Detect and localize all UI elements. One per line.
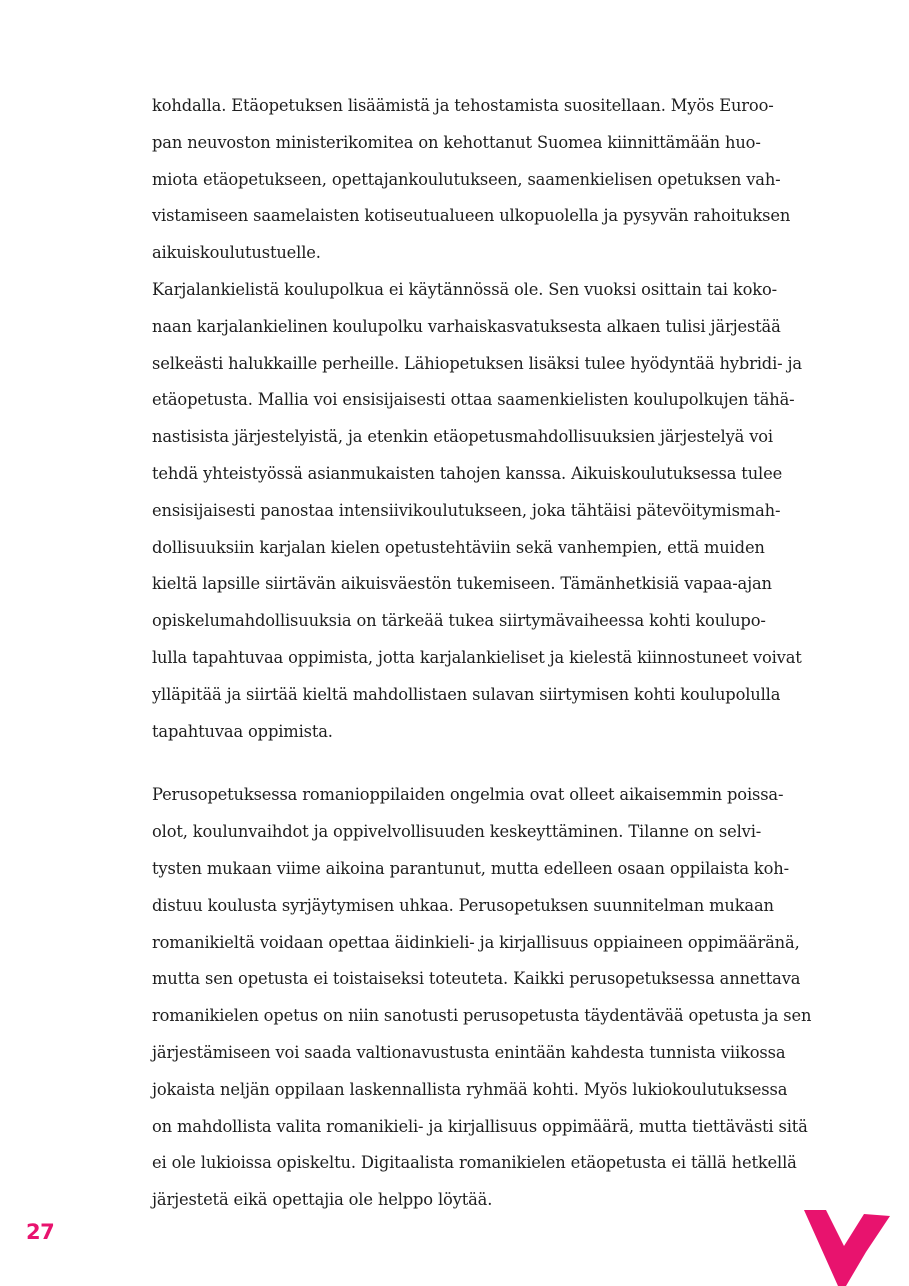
text-line: selkeästi halukkaille perheille. Lähiopetuksen lisäksi tulee hyödyntää hybridi- ja xyxy=(152,353,802,373)
text-line: romanikielen opetus on niin sanotusti perusopetusta täydentävää opetusta ja sen xyxy=(152,1006,812,1026)
page-body xyxy=(152,88,824,1219)
text-line: ylläpitää ja siirtää kieltä mahdollistaen sulavan siirtymisen kohti koulupolulla xyxy=(152,684,781,704)
text-line: tapahtuvaa oppimista. xyxy=(152,721,333,741)
text-line: tysten mukaan viime aikoina parantunut, mutta edelleen osaan oppilaista koh- xyxy=(152,858,789,878)
page-number: 27 xyxy=(26,1220,55,1244)
text-line: naan karjalankielinen koulupolku varhaiskasvatuksesta alkaen tulisi järjestää xyxy=(152,316,781,336)
text-line: lulla tapahtuvaa oppimista, jotta karjalankieliset ja kielestä kiinnostuneet voivat xyxy=(152,647,802,667)
text-line: miota etäopetukseen, opettajankoulutukseen, saamenkielisen opetuksen vah- xyxy=(152,169,781,189)
text-line: kieltä lapsille siirtävän aikuisväestön tukemiseen. Tämänhetkisiä vapaa-ajan xyxy=(152,574,772,594)
text-line: tehdä yhteistyössä asianmukaisten tahojen kanssa. Aikuiskoulutuksessa tulee xyxy=(152,463,783,483)
text-line: olot, koulunvaihdot ja oppivelvollisuuden keskeyttäminen. Tilanne on selvi- xyxy=(152,822,762,842)
text-line: pan neuvoston ministerikomitea on kehottanut Suomea kiinnittämään huo- xyxy=(152,132,761,152)
text-line: aikuiskoulutustuelle. xyxy=(152,243,321,263)
text-line: opiskelumahdollisuuksia on tärkeää tukea siirtymävaiheessa kohti koulupo- xyxy=(152,611,766,631)
paragraph-romani-education xyxy=(152,777,824,1219)
pink-chevron-logo-icon xyxy=(804,1206,894,1286)
text-line: Perusopetuksessa romanioppilaiden ongelmia ovat olleet aikaisemmin poissa- xyxy=(152,785,784,805)
text-line: kohdalla. Etäopetuksen lisäämistä ja tehostamista suositellaan. Myös Euroo- xyxy=(152,96,774,115)
text-line: ensisijaisesti panostaa intensiivikoulutukseen, joka tähtäisi pätevöitymismah- xyxy=(152,500,781,520)
paragraph-distance-learning xyxy=(152,88,824,272)
text-line: romanikieltä voidaan opettaa äidinkieli- ja kirjallisuus oppiaineen oppimääränä, xyxy=(152,932,800,952)
text-line: etäopetusta. Mallia voi ensisijaisesti ottaa saamenkielisten koulupolkujen tähä- xyxy=(152,390,795,410)
text-line: ei ole lukioissa opiskeltu. Digitaalista romanikielen etäopetusta ei tällä hetkellä xyxy=(152,1153,797,1173)
paragraph-karelian-education xyxy=(152,272,824,750)
text-line: Karjalankielistä koulupolkua ei käytännössä ole. Sen vuoksi osittain tai koko- xyxy=(152,279,777,299)
text-line: vistamiseen saamelaisten kotiseutualueen ulkopuolella ja pysyvän rahoituksen xyxy=(152,206,791,226)
text-line: järjestetä eikä opettajia ole helppo löytää. xyxy=(152,1190,493,1210)
text-line: on mahdollista valita romanikieli- ja kirjallisuus oppimäärä, mutta tiettävästi sitä xyxy=(152,1116,808,1136)
text-line: dollisuuksiin karjalan kielen opetustehtäviin sekä vanhempien, että muiden xyxy=(152,537,765,557)
text-line: jokaista neljän oppilaan laskennallista ryhmää kohti. Myös lukiokoulutuksessa xyxy=(152,1079,788,1099)
text-line: mutta sen opetusta ei toistaiseksi toteuteta. Kaikki perusopetuksessa annettava xyxy=(152,969,801,989)
text-line: järjestämiseen voi saada valtionavustusta enintään kahdesta tunnista viikossa xyxy=(152,1042,786,1062)
text-line: distuu koulusta syrjäytymisen uhkaa. Perusopetuksen suunnitelman mukaan xyxy=(152,895,774,915)
text-line: nastisista järjestelyistä, ja etenkin etäopetusmahdollisuuksien järjestelyä voi xyxy=(152,427,773,447)
